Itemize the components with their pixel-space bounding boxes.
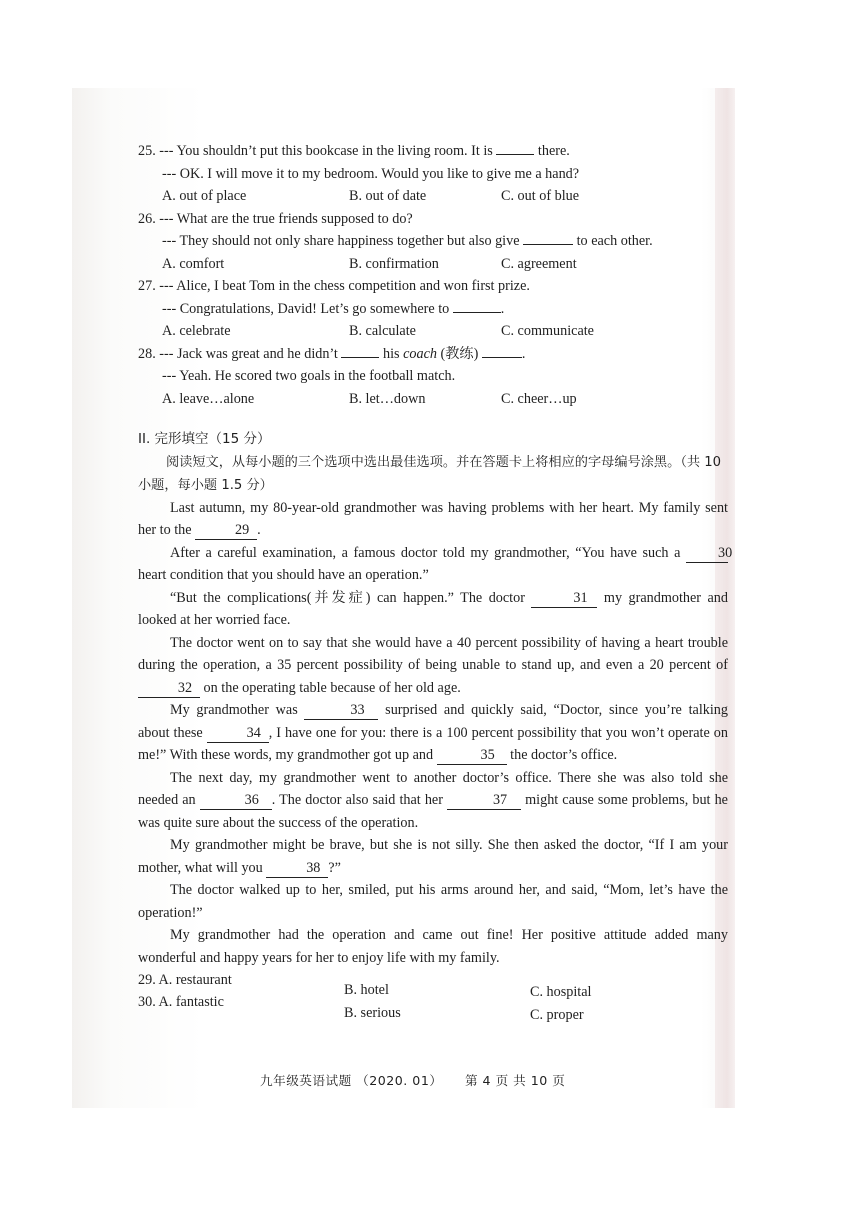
- passage-paragraph-9: My grandmother had the operation and came out fine! Her positive attitude added many wonderful and happy years for her to enjoy life with my family.: [138, 927, 728, 966]
- blank-35: 35: [437, 747, 507, 765]
- answer-blank: [341, 343, 379, 358]
- passage-paragraph-5: My grandmother was 33 surprised and quickly said, “Doctor, since you’re talking about these 34 , I have one for you: there is a 100 percent possibility that you won’t operate on me!” With these words, my grandmother got up and 35 the doctor’s office.: [138, 702, 728, 763]
- passage-paragraph-2: After a careful examination, a famous doctor told my grandmother, “You have such a 30 heart condition that you should have an operation.”: [138, 544, 733, 583]
- option-a: A. out of place: [162, 188, 247, 204]
- answer-options: [138, 969, 728, 1023]
- option-a: A. comfort: [162, 255, 225, 272]
- question-26-options: [138, 253, 728, 276]
- passage-paragraph-4: The doctor went on to say that she would have a 40 percent possibility of having a heart trouble during the operation, a 35 percent possibility of being unable to stand up, and even a 20 percent of 32 on the operating table because of her old age.: [138, 634, 728, 696]
- option-b: B. out of date: [349, 188, 427, 204]
- section-heading: II. 完形填空（15 分）: [138, 431, 271, 447]
- blank-33: 33: [304, 702, 378, 720]
- blank-34: 34: [207, 725, 269, 743]
- answer-blank: [453, 298, 501, 313]
- passage-paragraph-8: The doctor walked up to her, smiled, put his arms around her, and said, “Mom, let’s have the operation!”: [138, 882, 728, 921]
- question-27-reply: --- Congratulations, David! Let’s go somewhere to .: [138, 298, 728, 321]
- answer-blank: [496, 140, 534, 155]
- passage-paragraph-7: My grandmother might be brave, but she is not silly. She then asked the doctor, “If I am your mother, what will you 38 ?”: [138, 837, 728, 876]
- blank-38: 38: [266, 860, 328, 878]
- q29-option-c: C. hospital: [530, 984, 592, 1000]
- question-28-options: [138, 388, 728, 411]
- passage-paragraph-1: Last autumn, my 80-year-old grandmother was having problems with her heart. My family sent her to the 29 .: [138, 499, 728, 538]
- q29-option-a: 29. A. restaurant: [138, 972, 232, 988]
- question-26-reply: --- They should not only share happiness together but also give to each other.: [138, 230, 728, 253]
- answer-blank: [482, 343, 522, 358]
- question-25-prompt: 25. --- You shouldn’t put this bookcase in the living room. It is there.: [138, 140, 728, 163]
- option-b: B. calculate: [349, 323, 416, 339]
- section-instructions: 阅读短文，从每小题的三个选项中选出最佳选项。并在答题卡上将相应的字母编号涂黑。（共 10 小题，每小题 1.5 分）: [138, 454, 722, 493]
- blank-29: 29: [195, 522, 257, 540]
- option-c: C. out of blue: [501, 188, 580, 204]
- blank-37: 37: [447, 792, 521, 810]
- q29-option-b: B. hotel: [344, 982, 389, 998]
- blank-32: 32: [138, 680, 200, 698]
- page-footer: [260, 1070, 583, 1089]
- question-28-reply: --- Yeah. He scored two goals in the football match.: [162, 368, 456, 384]
- question-28-prompt: 28. --- Jack was great and he didn’t his coach (教练) .: [138, 343, 728, 366]
- question-27: [138, 275, 728, 343]
- answer-blank: [523, 230, 573, 245]
- option-b: B. let…down: [349, 390, 426, 407]
- question-27-options: [138, 320, 728, 343]
- question-25-options: [138, 185, 728, 208]
- question-28: [138, 343, 728, 411]
- passage-paragraph-3: “But the complications(并发症) can happen.” The doctor 31 my grandmother and looked at her worried face.: [138, 589, 728, 628]
- question-26-prompt: 26. --- What are the true friends supposed to do?: [138, 210, 413, 227]
- passage-paragraph-6: The next day, my grandmother went to another doctor’s office. There she was also told she needed an 36 . The doctor also said that her 37 might cause some problems, but he was quite sure about the success of the operation.: [138, 769, 728, 831]
- option-a: A. leave…alone: [162, 390, 255, 407]
- option-c: C. cheer…up: [501, 390, 577, 407]
- question-26: [138, 208, 728, 276]
- blank-36: 36: [200, 792, 272, 810]
- question-25: [138, 140, 728, 208]
- q30-option-a: 30. A. fantastic: [138, 994, 224, 1010]
- footer-page-number: 第 4 页 共 10 页: [464, 1073, 566, 1088]
- option-c: C. agreement: [501, 255, 577, 272]
- option-c: C. communicate: [501, 323, 594, 339]
- question-25-reply: --- OK. I will move it to my bedroom. Would you like to give me a hand?: [162, 165, 580, 182]
- footer-exam-title: 九年级英语试题 （2020. 01）: [260, 1073, 443, 1088]
- q30-option-b: B. serious: [344, 1005, 401, 1021]
- question-27-prompt: 27. --- Alice, I beat Tom in the chess competition and won first prize.: [138, 278, 530, 294]
- option-b: B. confirmation: [349, 255, 439, 272]
- exam-content: [138, 140, 733, 1023]
- blank-31: 31: [531, 590, 597, 608]
- q30-option-c: C. proper: [530, 1007, 584, 1023]
- blank-30: 30: [686, 545, 728, 563]
- option-a: A. celebrate: [162, 323, 231, 339]
